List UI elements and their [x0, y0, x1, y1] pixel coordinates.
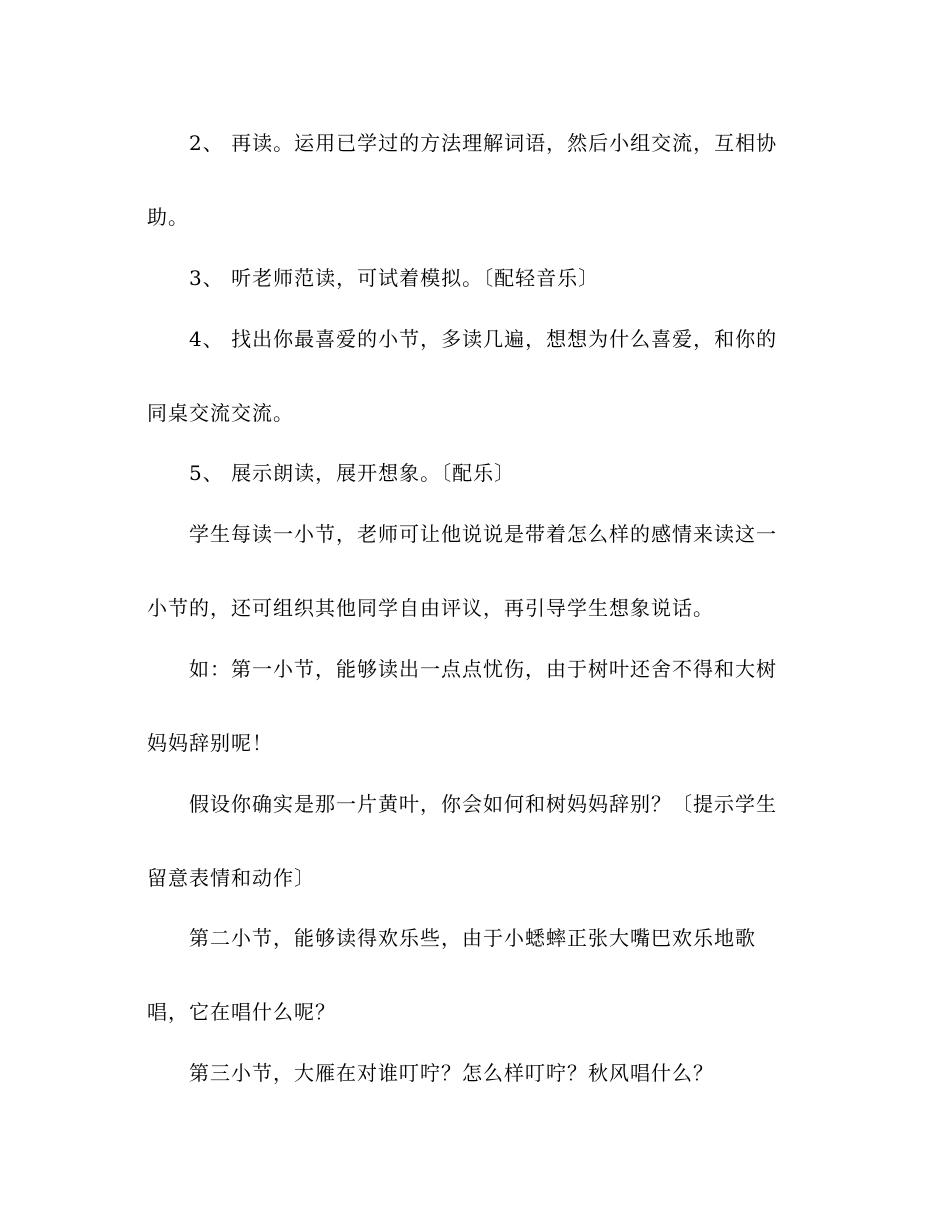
- text-line-para-3: 假设你确实是那一片黄叶，你会如何和树妈妈辞别？〔提示学生: [189, 792, 777, 816]
- text-line-step-5: 5、 展示朗读，展开想象。〔配乐〕: [189, 461, 516, 485]
- text-line-step-2-cont: 助。: [147, 205, 189, 229]
- text-line-para-1-cont: 小节的，还可组织其他同学自由评议，再引导学生想象说话。: [147, 596, 714, 620]
- text-line-para-3-cont: 留意表情和动作〕: [147, 866, 315, 890]
- text-line-step-2: 2、 再读。运用已学过的方法理解词语，然后小组交流，互相协: [189, 131, 778, 155]
- text-line-para-5: 第三小节，大雁在对谁叮咛？怎么样叮咛？秋风唱什么？: [189, 1061, 714, 1085]
- text-line-para-1: 学生每读一小节，老师可让他说说是带着怎么样的感情来读这一: [189, 522, 777, 546]
- text-line-step-4-cont: 同桌交流交流。: [147, 401, 294, 425]
- text-line-para-4: 第二小节，能够读得欢乐些，由于小蟋蟀正张大嘴巴欢乐地歌: [189, 926, 756, 950]
- text-line-para-2: 如：第一小节，能够读出一点点忧伤，由于树叶还舍不得和大树: [189, 657, 777, 681]
- text-line-step-3: 3、 听老师范读，可试着模拟。〔配轻音乐〕: [189, 266, 600, 290]
- text-line-step-4: 4、 找出你最喜爱的小节，多读几遍，想想为什么喜爱，和你的: [189, 327, 778, 351]
- text-line-para-2-cont: 妈妈辞别呢！: [147, 731, 273, 755]
- text-line-para-4-cont: 唱，它在唱什么呢？: [147, 1000, 336, 1024]
